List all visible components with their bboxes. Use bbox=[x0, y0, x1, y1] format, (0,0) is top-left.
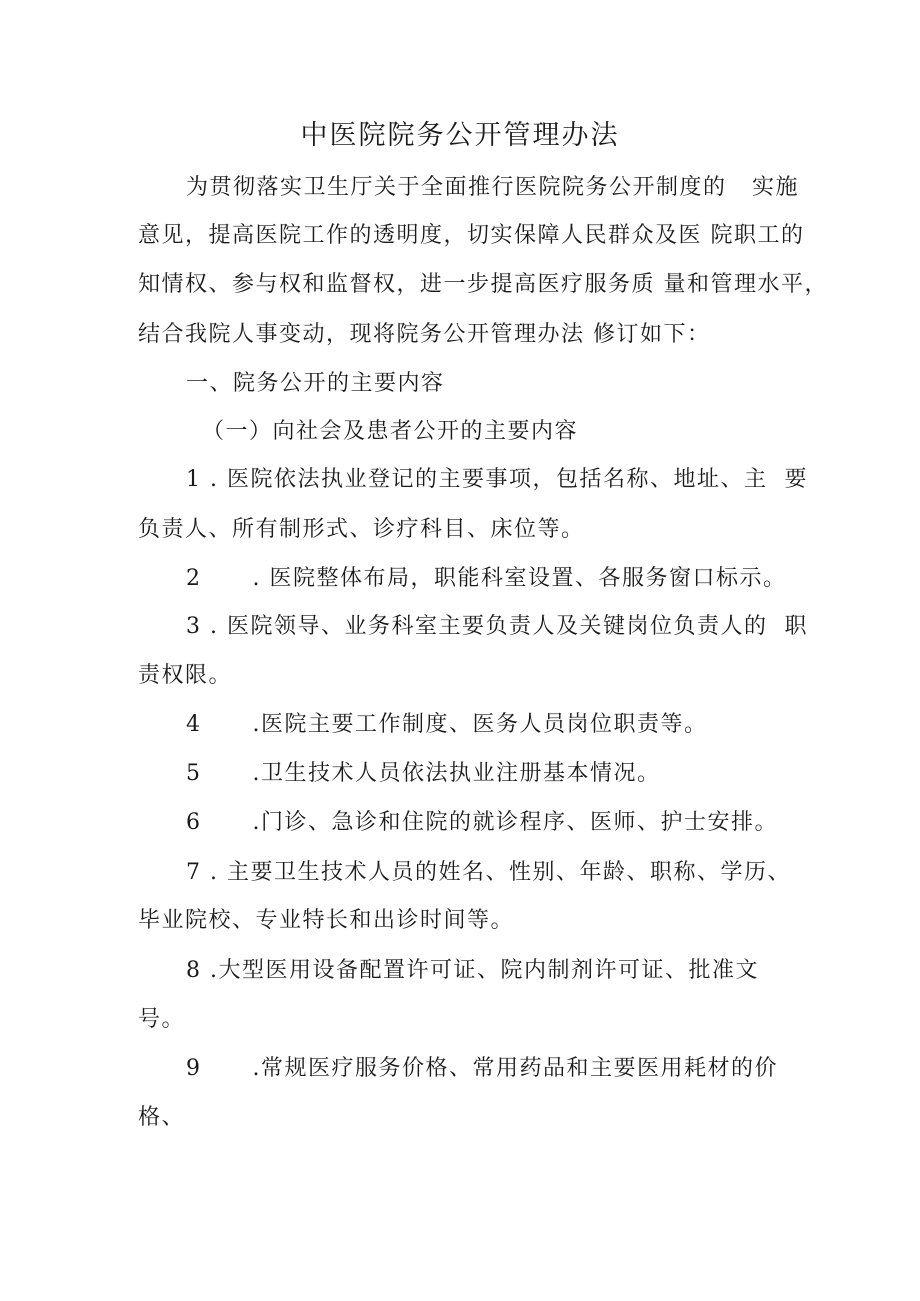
list-item-continuation: 责权限。 bbox=[138, 663, 233, 688]
paragraph-line: 意见，提高医院工作的透明度，切实保障人民群众及医 院职工的 bbox=[138, 223, 805, 248]
list-item-continuation: 号。 bbox=[138, 1007, 186, 1032]
list-item: 5 .卫生技术人员依法执业注册基本情况。 bbox=[186, 761, 661, 786]
list-item: 7 . 主要卫生技术人员的姓名、性别、年龄、职称、学历、 bbox=[186, 860, 791, 885]
paragraph-line: 为贯彻落实卫生厅关于全面推行医院院务公开制度的 实施 bbox=[186, 175, 799, 200]
list-item: 4 .医院主要工作制度、医务人员岗位职责等。 bbox=[186, 712, 708, 737]
list-item-continuation: 负责人、所有制形式、诊疗科目、床位等。 bbox=[138, 517, 585, 542]
list-item-continuation: 毕业院校、专业特长和出诊时间等。 bbox=[138, 908, 515, 933]
list-item: 8 .大型医用设备配置许可证、院内制剂许可证、批准文 bbox=[186, 958, 759, 983]
list-item: 9 .常规医疗服务价格、常用药品和主要医用耗材的价 bbox=[186, 1056, 778, 1081]
document-title: 中医院院务公开管理办法 bbox=[300, 120, 620, 151]
section-heading: 一、院务公开的主要内容 bbox=[186, 371, 445, 396]
list-item-continuation: 格、 bbox=[138, 1105, 186, 1130]
paragraph-line: 知情权、参与权和监督权，进一步提高医疗服务质 量和管理水平， bbox=[138, 272, 828, 297]
subsection-heading: （一）向社会及患者公开的主要内容 bbox=[202, 419, 579, 444]
paragraph-line: 结合我院人事变动，现将院务公开管理办法 修订如下： bbox=[138, 322, 711, 347]
list-item: 2 . 医院整体布局，职能科室设置、各服务窗口标示。 bbox=[186, 566, 787, 591]
list-item: 3 . 医院领导、业务科室主要负责人及关键岗位负责人的 职 bbox=[186, 614, 808, 639]
list-item: 1 . 医院依法执业登记的主要事项，包括名称、地址、主 要 bbox=[186, 467, 808, 492]
list-item: 6 .门诊、急诊和住院的就诊程序、医师、护士安排。 bbox=[186, 810, 778, 835]
